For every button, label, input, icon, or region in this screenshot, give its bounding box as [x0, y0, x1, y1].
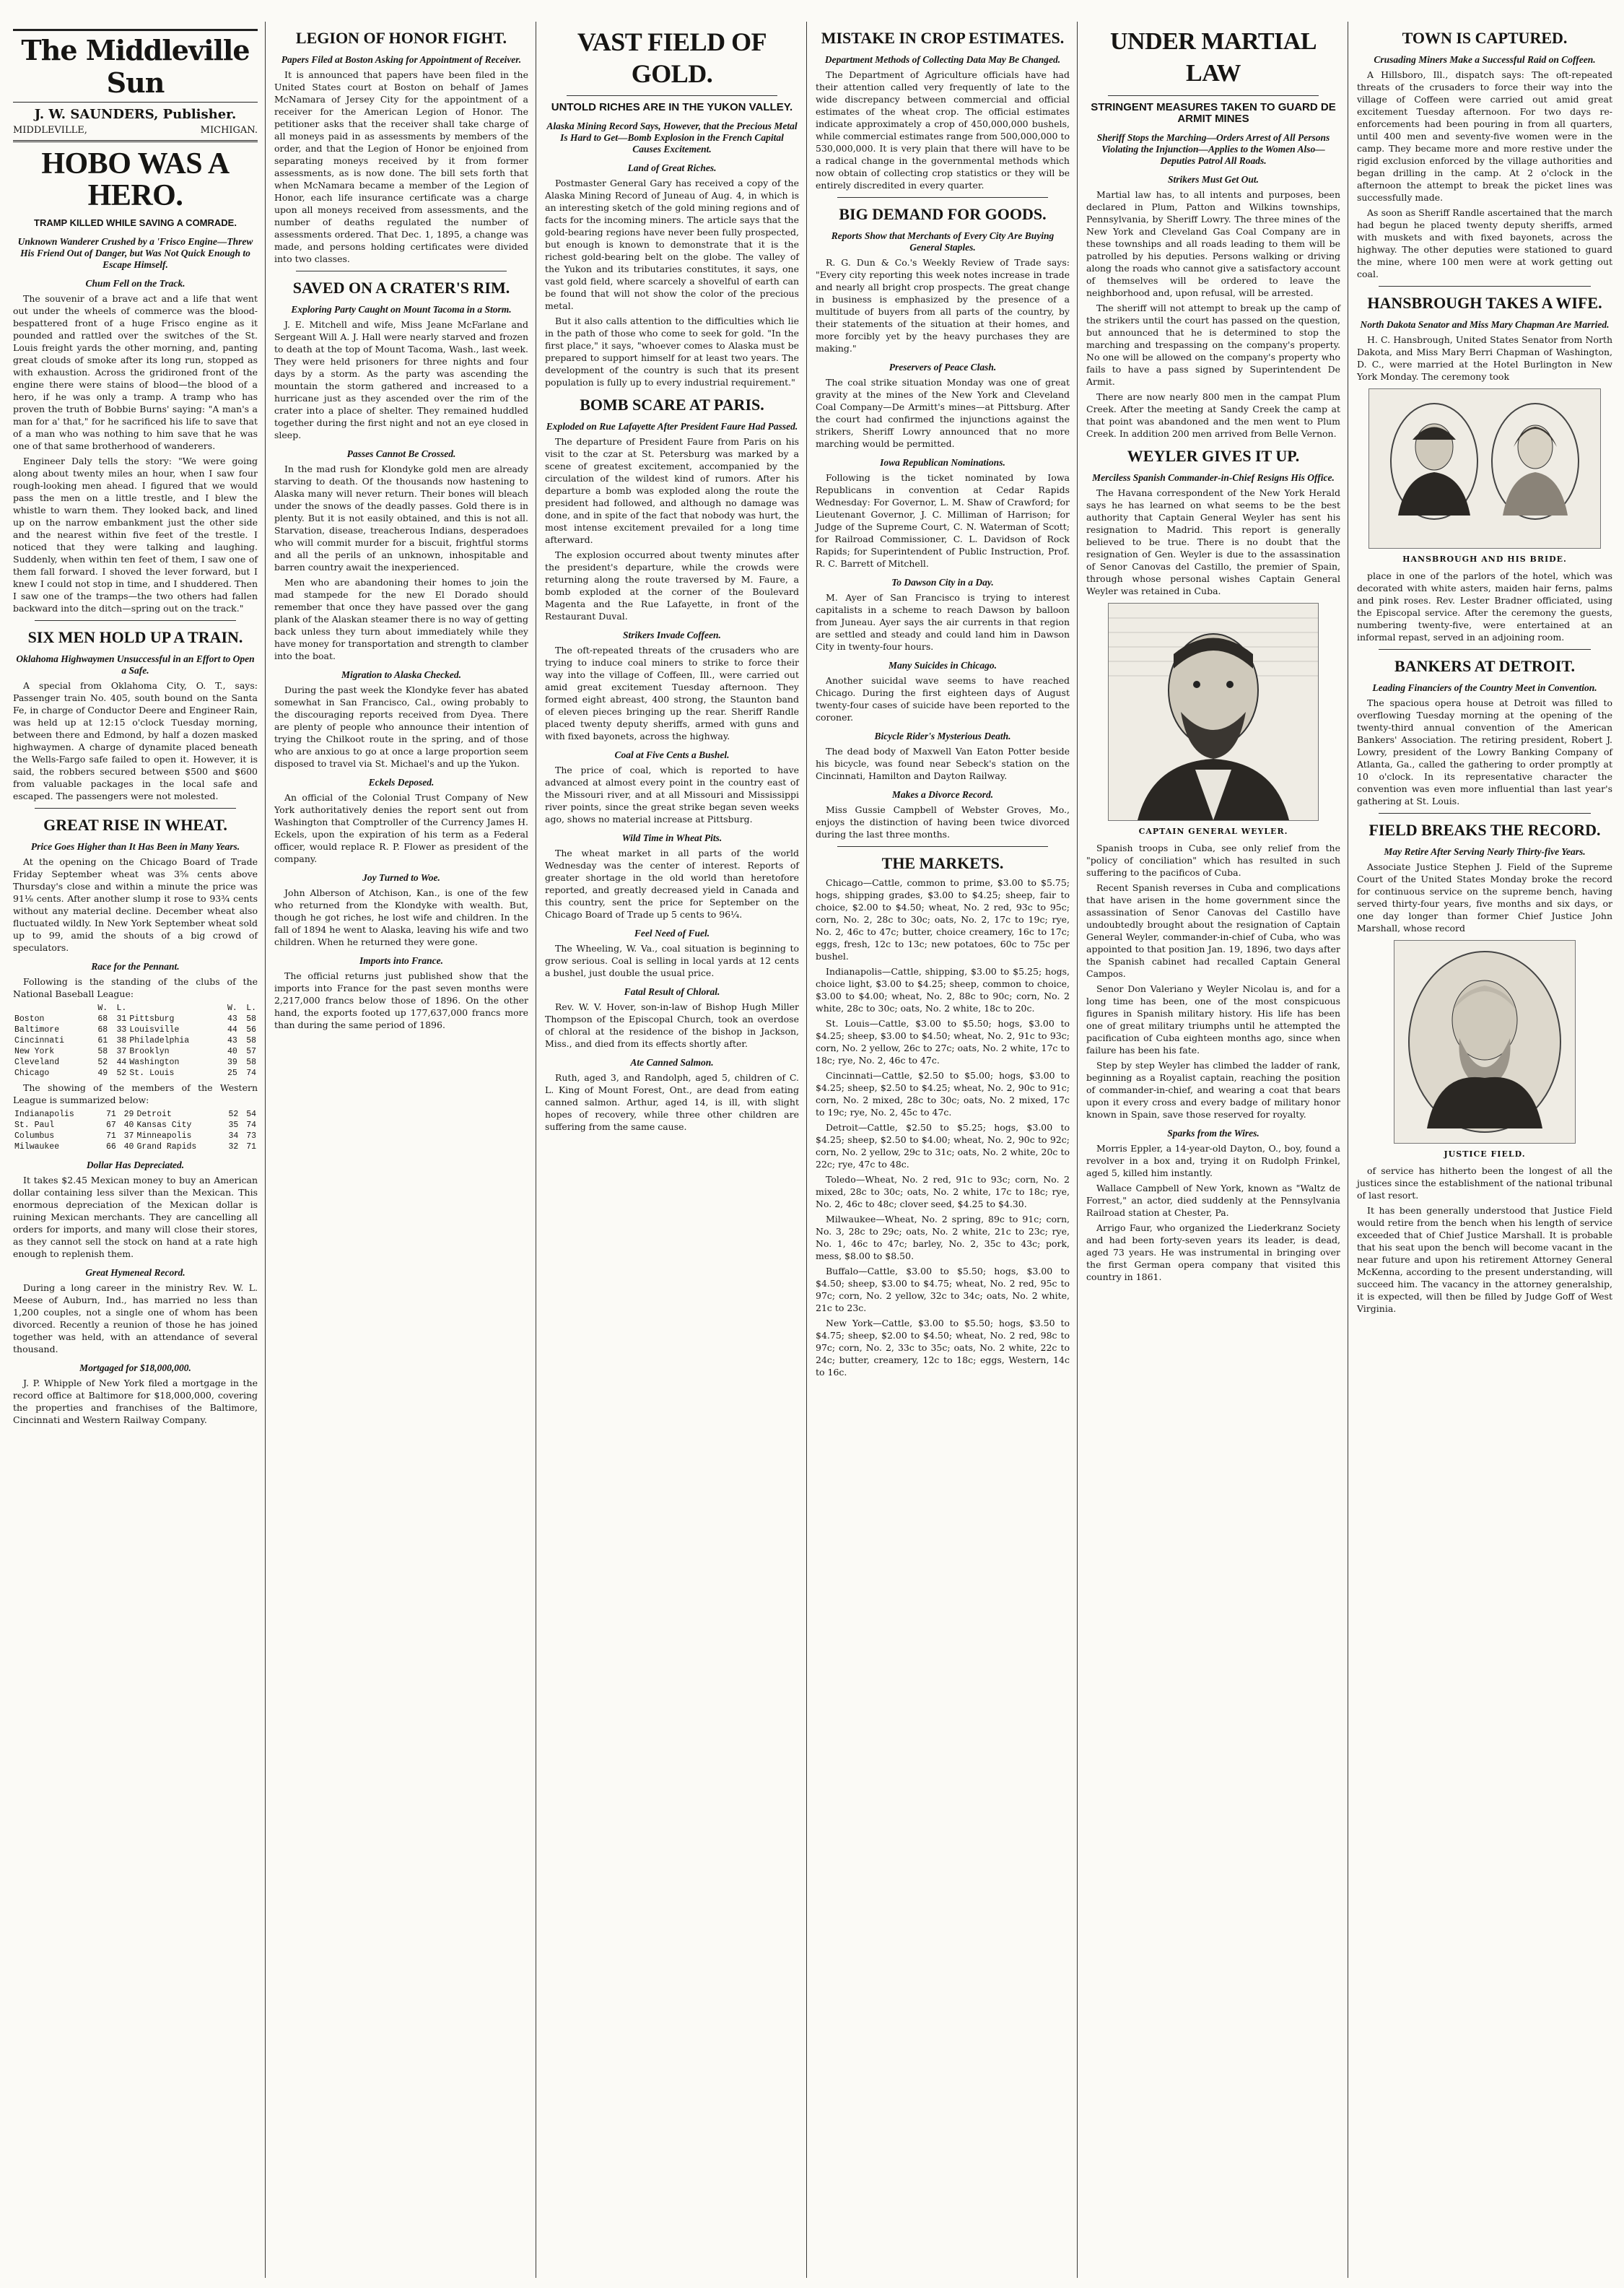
table-cell: Louisville	[129, 1025, 180, 1035]
table-cell: 44	[227, 1025, 237, 1035]
subheadline: TRAMP KILLED WHILE SAVING A COMRADE.	[34, 217, 237, 228]
table-cell: 25	[227, 1069, 237, 1078]
headline: BOMB SCARE AT PARIS.	[580, 396, 764, 414]
publisher-line: J. W. SAUNDERS, Publisher.	[34, 107, 237, 122]
table-row	[13, 1014, 258, 1025]
body-paragraph: R. G. Dun & Co.'s Weekly Review of Trade says: "Every city reporting this week notes increase in trade and nearly all bright crop prospects. The great change in business is emphasized by the presence of a multitude of buyers from all parts of the country, by their statements of the situation at their homes, and more forcibly yet by the heavy purchases they are making."	[816, 257, 1070, 354]
column-2	[269, 22, 534, 2278]
body-paragraph: Miss Gussie Campbell of Webster Groves, Mo., enjoys the distinction of having been twice divorced during the last three months.	[816, 804, 1070, 840]
body-paragraph: J. E. Mitchell and wife, Miss Jeane McFarlane and Sergeant Will A. J. Hall were nearly starved and frozen to death at the top of Mount Tacoma, Wash., last week. They were held prisoners for three nights and four days by a storm. As the party was ascending the mountain the storm gathered and increased to a hurricane just as they ascended over the rim of the crater into a place of shelter. They remained huddled together during the first night and not an eye closed in sleep.	[274, 319, 528, 440]
headline: BANKERS AT DETROIT.	[1394, 657, 1575, 675]
deck: Oklahoma Highwaymen Unsuccessful in an Effort to Open a Safe.	[16, 653, 255, 676]
divider	[837, 846, 1048, 847]
market-report: Milwaukee—Wheat, No. 2 spring, 89c to 91c; corn, No. 3, 28c to 29c; oats, No. 2 white, 21c to 23c; rye, No. 1, 46c to 47c; barley, No. 2, 35c to 43c; pork, mess, $8.00 to $8.50.	[816, 1214, 1070, 1261]
divider	[35, 620, 236, 621]
body-paragraph: M. Ayer of San Francisco is trying to interest capitalists in a scheme to reach Dawson by balloon from Juneau. Ayer says the air currents in that region are settled and steady and could land him in Dawson City in twenty-four hours.	[816, 592, 1070, 652]
table-cell: 38	[116, 1036, 127, 1045]
market-report: Chicago—Cattle, common to prime, $3.00 to $5.75; hogs, shipping grades, $3.00 to $4.25; sheep, fair to choice, $2.00 to $4.50; wheat, No. 2 red, 93c to 95c; corn, No. 2, 28c to 30c; oats, No. 2, 17c to 19c; rye, No. 2, 46c to 47c; butter, choice creamery, 16c to 17c; eggs, fresh, 12c to 13c; new potatoes, 60c to 75c per bushel.	[816, 877, 1070, 962]
market-report: Detroit—Cattle, $2.50 to $5.25; hogs, $3.00 to $4.25; sheep, $2.50 to $4.00; wheat, No. 2, 90c to 92c; corn, No. 2 yellow, 29c to 31c; oats, No. 2 white, 20c to 22c; rye, 47c to 48c.	[816, 1122, 1070, 1170]
headline: WEYLER GIVES IT UP.	[1127, 447, 1300, 465]
table-cell: 39	[227, 1058, 237, 1067]
body-paragraph: J. P. Whipple of New York filed a mortgage in the record office at Baltimore for $18,000,000, covering the properties and franchises of the Baltimore, Cincinnati and Western Railway Company.	[13, 1378, 258, 1425]
deck: Unknown Wanderer Crushed by a 'Frisco Engine—Threw His Friend Out of Danger, but Was Not Quick Enough to Escape Himself.	[17, 236, 253, 270]
state-name: MICHIGAN.	[200, 125, 258, 136]
body-paragraph: Another suicidal wave seems to have reached Chicago. During the first eighteen days of August twenty-four cases of suicide have been reported to the coroner.	[816, 675, 1070, 723]
table-cell: 71	[106, 1110, 116, 1119]
table-cell: 52	[116, 1069, 127, 1078]
section-head: Bicycle Rider's Mysterious Death.	[874, 731, 1011, 741]
body-paragraph: The sheriff will not attempt to break up the camp of the strikers until the court has passed on the question, but announced that he is determined to stop the marching and trespassing on the company's property. No one will be allowed on the company's property who fails to have a pass signed by Superintendent De Armit.	[1086, 303, 1340, 387]
table-cell: Minneapolis	[136, 1131, 192, 1141]
table-cell: 33	[116, 1025, 127, 1035]
section-head: Sparks from the Wires.	[1167, 1128, 1260, 1139]
body-paragraph: The souvenir of a brave act and a life that went out under the wheels of commerce was the blood-bespattered front of a huge Frisco engine as it pounded and rattled over the switches of the St. Louis freight yards the other morning, and, panting great clouds of smoke after its long run, stopped as with exhaustion. Across the gridironed front of the engine there were stains of blood—the blood of a hero, if he was only a tramp. A tramp who has proven the truth of Bobbie Burns' saying: "A man's a man for a' that," for he sacrificed his life to save that of a man who was nothing to him save that he was one of that same brotherhood of wanderers.	[13, 293, 258, 451]
body-paragraph: It takes $2.45 Mexican money to buy an American dollar containing less silver than the Mexican. This enormous depreciation of the Mexican dollar is ruining Mexican merchants. They are cancelling all orders for imports, and many will close their stores, as they cannot sell the stock on hand at a rate high enough to replenish them.	[13, 1175, 258, 1259]
table-cell: Brooklyn	[129, 1047, 170, 1056]
table-cell: 54	[246, 1110, 256, 1119]
body-paragraph: Postmaster General Gary has received a copy of the Alaska Mining Record of Juneau of Aug. 4, in which is an interesting sketch of the gold mining regions and of facts for the incoming miners. The article says that the gold-bearing regions have never been fully prospected, but enough is known to demonstrate that it is the richest gold-bearing belt on the globe. The valley of the Yukon and its tributaries constitutes, it says, one vast gold field, where scarcely a shovelful of earth can be found that will not show the color of the precious metal.	[545, 178, 799, 311]
portrait-icon	[1394, 941, 1575, 1143]
body-paragraph: At the opening on the Chicago Board of Trade Friday September wheat was 3⅝ cents above Thursday's close and within a minute the price was 91⅛ cents. After another slump it rose to 93¾ cents without any material decline. December wheat also fluctuated wildly. In New York September wheat sold up to 99, amid the shouts of a big crowd of speculators.	[13, 856, 258, 953]
column-6	[1351, 22, 1618, 2278]
section-head: Joy Turned to Woe.	[362, 872, 440, 883]
table-cell: 73	[246, 1131, 256, 1141]
table-cell: 43	[227, 1014, 237, 1024]
portrait-icon	[1109, 604, 1318, 820]
section-head: Migration to Alaska Checked.	[341, 669, 461, 680]
dateline	[13, 125, 258, 142]
market-report: Toledo—Wheat, No. 2 red, 91c to 93c; corn, No. 2 mixed, 28c to 30c; oats, No. 2 white, 17c to 18c; rye, No. 2, 46c to 48c; clover seed, $4.25 to $4.30.	[816, 1174, 1070, 1209]
headline: UNDER MARTIAL LAW	[1109, 28, 1317, 87]
body-paragraph: But it also calls attention to the difficulties which lie in the path of those who come to seek for gold. "In the first place," it says, "whoever comes to Alaska must be prepared to support himself for at least two years. The development of the country is such that its present population is fully up to every industrial requirement."	[545, 316, 799, 388]
table-cell: 61	[97, 1036, 108, 1045]
table-cell: Washington	[129, 1058, 180, 1067]
justice-field-portrait	[1394, 940, 1576, 1144]
table-cell	[13, 1003, 90, 1014]
section-head: Iowa Republican Nominations.	[880, 457, 1005, 468]
body-paragraph: Following is the standing of the clubs of the National Baseball League:	[13, 976, 258, 999]
body-paragraph: In the mad rush for Klondyke gold men are already starving to death. Of the thousands now hastening to Alaska many will never return. Their bones will bleach under the snows of the deadly passes. Gold there is in plenty. But it is not easily obtained, and this is not all. Starvation, disease, treacherous Indians, desperadoes who will commit murder for a biscuit, frightful storms and all the perils of an unknown, inhospitable and barren country await the inexperienced.	[274, 464, 528, 573]
body-paragraph: The spacious opera house at Detroit was filled to overflowing Tuesday morning at the opening of the twenty-third annual convention of the American Bankers' Association. The retiring president, Robert J. Lowry, president of the Lowry Banking Company of Atlanta, Ga., called the gathering to order promptly at 10 o'clock. In its representative character the convention was even more influential than last year's gathering at St. Louis.	[1357, 697, 1612, 806]
deck: Papers Filed at Boston Asking for Appointment of Receiver.	[281, 54, 522, 65]
table-cell: Columbus	[14, 1131, 55, 1141]
table-cell: 31	[116, 1014, 127, 1024]
table-cell: 40	[227, 1047, 237, 1056]
deck: Department Methods of Collecting Data May Be Changed.	[824, 54, 1061, 65]
table-cell: New York	[14, 1047, 55, 1056]
table-cell: 67	[106, 1121, 116, 1130]
section-head: Preservers of Peace Clash.	[889, 362, 997, 373]
body-paragraph: Associate Justice Stephen J. Field of the Supreme Court of the United States Monday broke the record for continuous service on the supreme bench, having served thirty-four years, five months and six days, or one day longer than former Chief Justice John Marshall, whose record	[1357, 861, 1612, 934]
deck: Price Goes Higher than It Has Been in Many Years.	[30, 841, 240, 852]
section-head: Many Suicides in Chicago.	[888, 660, 997, 671]
section-head: Coal at Five Cents a Bushel.	[614, 749, 730, 760]
table-cell: 56	[246, 1025, 256, 1035]
table-cell: Boston	[14, 1014, 45, 1024]
photo-caption: CAPTAIN GENERAL WEYLER.	[1138, 827, 1288, 836]
deck: Crusading Miners Make a Successful Raid on Coffeen.	[1374, 54, 1596, 65]
body-paragraph: The showing of the members of the Western League is summarized below:	[13, 1082, 258, 1105]
column-rule	[806, 22, 807, 2278]
headline: FIELD BREAKS THE RECORD.	[1368, 821, 1601, 839]
body-paragraph: Following is the ticket nominated by Iowa Republicans in convention at Cedar Rapids Wednesday: For Governor, L. M. Shaw of Crawford; for Lieutenant Governor, J. C. Milliman of Harrison; for Judge of the Supreme Court, C. N. Waterman of Scott; for Railroad Commissioner, C. L. Davidson of Rock Rapids; for Superintendent of Public Instruction, Prof. R. C. Barrett of Mitchell.	[816, 472, 1070, 569]
section-head: Strikers Must Get Out.	[1167, 174, 1260, 185]
table-row	[13, 1109, 258, 1120]
body-paragraph: Ruth, aged 3, and Randolph, aged 5, children of C. L. King of Mount Forest, Ont., are dead from eating canned salmon. Arthur, aged 14, is ill, with slight hopes of recovery, while three other children are suffering from the same cause.	[545, 1072, 799, 1132]
photo-caption: HANSBROUGH AND HIS BRIDE.	[1402, 554, 1567, 564]
column-1	[7, 22, 263, 2278]
headline: VAST FIELD OF GOLD.	[577, 27, 767, 88]
body-paragraph: An official of the Colonial Trust Company of New York authoritatively denies the report sent out from Washington that Comptroller of the Currency James H. Eckels, upon the expiration of his term as a Federal officer, would replace R. P. Flower as president of the company.	[274, 792, 528, 864]
table-cell: 40	[123, 1121, 134, 1130]
table-cell: 58	[246, 1036, 256, 1045]
column-rule	[1077, 22, 1078, 2278]
section-head: Chum Fell on the Track.	[85, 278, 185, 289]
headline: BIG DEMAND FOR GOODS.	[839, 205, 1047, 223]
body-paragraph: H. C. Hansbrough, United States Senator from North Dakota, and Miss Mary Berri Chapman of Washington, D. C., were married at the Hotel Burlington in New York Monday. The ceremony took	[1357, 334, 1612, 382]
body-paragraph: The price of coal, which is reported to have advanced at almost every point in the country east of the Missouri river, and at all Missouri and Mississippi river points, since the great strike began seven weeks ago, shows no material increase at Pittsburg.	[545, 765, 799, 825]
table-row	[13, 1120, 258, 1131]
table-row	[13, 1025, 258, 1035]
deck: Reports Show that Merchants of Every City Are Buying General Staples.	[831, 230, 1055, 253]
table-cell: St. Paul	[14, 1121, 55, 1130]
column-5	[1081, 22, 1346, 2278]
body-paragraph: As soon as Sheriff Randle ascertained that the march had begun he placed twenty deputy sheriffs, armed with muskets and with fixed bayonets, across the highway. The other deputies were stationed to guard the mine, where 100 men were at work getting out coal.	[1357, 207, 1612, 279]
column-3	[539, 22, 805, 2278]
market-report: Indianapolis—Cattle, shipping, $3.00 to $5.25; hogs, choice light, $3.00 to $4.25; sheep, common to choice, $3.00 to $4.00; wheat, No. 2, 88c to 90c; corn, No. 2 white, 28c to 30c; oats, No. 2 white, 18c to 20c.	[816, 966, 1070, 1014]
body-paragraph: The departure of President Faure from Paris on his visit to the czar at St. Petersburg was marked by a scene of greatest excitement, accompanied by the circulation of the wildest kind of rumors. After his departure a bomb was exploded along the route the president had followed, and although no damage was done, and in spite of the fact that nobody was hurt, the most intense excitement prevailed for a long time afterward.	[545, 436, 799, 545]
table-cell: 68	[97, 1014, 108, 1024]
table-cell: Philadelphia	[129, 1036, 190, 1045]
body-paragraph: Rev. W. V. Hover, son-in-law of Bishop Hugh Miller Thompson of the Episcopal Church, took an overdose of chloral at the residence of the bishop in Jackson, Miss., and died from its effects shortly after.	[545, 1001, 799, 1049]
table-cell: St. Louis	[129, 1069, 175, 1078]
table-cell: Cleveland	[14, 1058, 60, 1067]
divider	[567, 95, 777, 96]
headline: SAVED ON A CRATER'S RIM.	[292, 279, 510, 297]
body-paragraph: John Alberson of Atchison, Kan., is one of the few who returned from the Klondyke with wealth. But, though he got riches, he lost wife and children. In the fall of 1894 he went to Alaska, leaving his wife and two children. When he returned they were gone.	[274, 887, 528, 947]
body-paragraph: Recent Spanish reverses in Cuba and complications that have arisen in the home government since the assassination of Senor Canovas del Castillo have undoubtedly brought about the resignation of Captain General Weyler, commander-in-chief of Cuba, who was appointed to that position Jan. 19, 1896, two days after the Spanish cabinet had recalled Captain General Campos.	[1086, 882, 1340, 979]
table-cell: Detroit	[136, 1110, 172, 1119]
table-cell: Indianapolis	[14, 1110, 74, 1119]
headline: THE MARKETS.	[881, 854, 1004, 872]
section-head: Makes a Divorce Record.	[891, 789, 994, 800]
body-paragraph: Morris Eppler, a 14-year-old Dayton, O., boy, found a revolver in a box and, trying it on Rudolph Frinkel, aged 5, killed him instantly.	[1086, 1143, 1340, 1178]
section-head: Dollar Has Depreciated.	[86, 1160, 185, 1170]
headline: TOWN IS CAPTURED.	[1402, 29, 1568, 47]
table-cell: L.	[246, 1004, 256, 1013]
table-cell: 52	[228, 1110, 239, 1119]
table-cell: 71	[246, 1142, 256, 1152]
column-rule	[265, 22, 266, 2278]
place-name: MIDDLEVILLE,	[13, 125, 87, 136]
table-row	[13, 1057, 258, 1068]
body-paragraph: There are now nearly 800 men in the campat Plum Creek. After the meeting at Sandy Creek the camp at that point was abandoned and the men went to Plum Creek. In addition 200 men arrived from Belle Vernon.	[1086, 391, 1340, 439]
table-cell: 68	[97, 1025, 108, 1035]
table-cell: 29	[123, 1110, 134, 1119]
section-head: Great Hymeneal Record.	[85, 1267, 185, 1278]
table-cell: L.	[116, 1004, 127, 1013]
section-head: Strikers Invade Coffeen.	[623, 630, 721, 640]
body-paragraph: During a long career in the ministry Rev. W. L. Meese of Auburn, Ind., has married no less than 1,200 couples, not a single one of whom has been divorced. Recently a reunion of those he has joined together was held, with an attendance of several thousand.	[13, 1282, 258, 1354]
body-paragraph: A Hillsboro, Ill., dispatch says: The oft-repeated threats of the crusaders to force their way into the village of Coffeen were carried out amid great excitement Tuesday afternoon. For two days re-enforcements had been pouring in from all quarters, until 400 men and seventy-five women were in the camp. They became more and more restive under the rigid exclusion enforced by the village authorities and began drilling in the camp. At 2 o'clock in the afternoon the attempt to break the picket lines was successfully made.	[1357, 69, 1612, 203]
table-cell: 37	[123, 1131, 134, 1141]
table-cell: Pittsburg	[129, 1014, 175, 1024]
divider	[1108, 95, 1319, 96]
table-cell: 49	[97, 1069, 108, 1078]
table-row	[13, 1131, 258, 1141]
league-standings-table	[13, 1003, 258, 1079]
headline: HOBO WAS A HERO.	[41, 147, 230, 212]
headline: MISTAKE IN CROP ESTIMATES.	[821, 29, 1065, 47]
deck: Exploring Party Caught on Mount Tacoma in a Storm.	[291, 304, 512, 315]
deck: Exploded on Rue Lafayette After President Faure Had Passed.	[546, 421, 798, 432]
body-paragraph: Wallace Campbell of New York, known as "Waltz de Forrest," an actor, died suddenly at the Pennsylvania Railroad station at Chester, Pa.	[1086, 1183, 1340, 1218]
table-cell: 58	[97, 1047, 108, 1056]
table-cell: 71	[106, 1131, 116, 1141]
table-cell: 66	[106, 1142, 116, 1152]
body-paragraph: A special from Oklahoma City, O. T., says: Passenger train No. 405, south bound on the Santa Fe, in charge of Conductor Deere and Engineer Rain, was held up at 12:15 o'clock Tuesday morning, between there and Edmond, by half a dozen masked highwaymen. A charge of dynamite placed beneath the Wells-Fargo safe failed to open it. However, it is said, the robbers secured between $500 and $600 from valuable packages in the local safe and escaped. The passengers were not molested.	[13, 680, 258, 801]
table-cell	[128, 1003, 219, 1014]
body-paragraph: The coal strike situation Monday was one of great gravity at the mines of the New York and Cleveland Coal Company—De Armitt's mines—at Pittsburg. After the court had confirmed the injunctions against the strikers, Sheriff Lowry announced that no more marching would be permitted.	[816, 377, 1070, 449]
deck: Sheriff Stops the Marching—Orders Arrest of All Persons Violating the Injunction—Applies to the Women Also—Deputies Patrol All Roads.	[1096, 132, 1330, 166]
body-paragraph: It is announced that papers have been filed in the United States court at Boston on behalf of James McNamara of Jersey City for the appointment of a receiver for the American Legion of Honor. The petitioner asks that the receiver shall take charge of all moneys paid in as assessments by members of the order, and that the Legion of Honor be enjoined from separating moneys received by it from former assessments, as is now done. The bill sets forth that when McNamara became a member of the Legion of Honor, each life insurance certificate was a charge upon all moneys received from assessments, and the number of deaths regulated the number of assessments ordered. That Dec. 1, 1895, a change was made, and persons holding certificates were divided into two classes.	[274, 69, 528, 264]
divider	[1379, 813, 1591, 814]
body-paragraph: It has been generally understood that Justice Field would retire from the bench when his length of service exceeded that of Chief Justice Marshall. It is probable that his seat upon the bench will become vacant in the near future and upon his retirement Attorney General McKenna, according to the present understanding, will succeed him. The vacancy in the attorney generalship, it is expected, will then be filled by Judge Goff of West Virginia.	[1357, 1205, 1612, 1314]
body-paragraph: The wheat market in all parts of the world Wednesday was the center of interest. Reports of greater shortage in the old world than heretofore reported, and greatly decreased yield in Canada and this country, sent the price for September on the Chicago Board of Trade up 5 cents to 96¼.	[545, 848, 799, 920]
deck: Alaska Mining Record Says, However, that the Precious Metal Is Hard to Get—Bomb Explosion in the French Capital Causes Excitement.	[546, 121, 798, 155]
section-head: To Dawson City in a Day.	[891, 577, 994, 588]
market-report: Buffalo—Cattle, $3.00 to $5.50; hogs, $3.00 to $4.50; sheep, $3.00 to $4.75; wheat, No. 2 red, 95c to 97c; corn, No. 2 yellow, 32c to 34c; oats, No. 2 white, 21c to 23c.	[816, 1266, 1070, 1313]
table-row	[13, 1068, 258, 1079]
table-cell: 43	[227, 1036, 237, 1045]
section-head: Passes Cannot Be Crossed.	[346, 448, 456, 459]
body-paragraph: The Wheeling, W. Va., coal situation is beginning to grow serious. Coal is selling in local yards at 12 cents a bushel, just double the usual price.	[545, 943, 799, 978]
section-head: Feel Need of Fuel.	[634, 928, 710, 939]
body-paragraph: Martial law has, to all intents and purposes, been declared in Plum, Patton and Wilkins townships, Pennsylvania, by Sheriff Lowry. The three mines of the New York and Cleveland Gas Coal Company are in these townships and all roads leading to them will be patrolled by his deputies. Persons walking or driving along the roads who cannot give a satisfactory account of themselves will be ordered to leave the neighborhood and, upon refusal, will be arrested.	[1086, 189, 1340, 298]
table-cell: Cincinnati	[14, 1036, 65, 1045]
section-head: Race for the Pennant.	[91, 961, 180, 972]
headline: GREAT RISE IN WHEAT.	[43, 816, 227, 834]
deck: North Dakota Senator and Miss Mary Chapman Are Married.	[1360, 319, 1610, 330]
table-cell: Baltimore	[14, 1025, 60, 1035]
body-paragraph: The official returns just published show that the imports into France for the past seven months were 2,217,000 francs below those of 1896. On the other hand, the exports footed up 177,637,000 francs more than during the same period of 1896.	[274, 970, 528, 1030]
photo-caption: JUSTICE FIELD.	[1444, 1149, 1526, 1159]
body-paragraph: The oft-repeated threats of the crusaders who are trying to induce coal miners to strike to force their way into the village of Coffeen, Ill., were carried out amid great excitement Tuesday afternoon. They formed eight abreast, 400 strong, the Staunton band of eleven pieces bringing up the rear. Sheriff Randle placed twenty deputy sheriffs, armed with guns and with fixed bayonets, across the highway.	[545, 645, 799, 741]
market-report: New York—Cattle, $3.00 to $5.50; hogs, $3.50 to $4.75; sheep, $2.00 to $4.50; wheat, No. 2 red, 98c to 97c; corn, No. 2, 33c to 35c; oats, No. 2 white, 22c to 24c; butter, creamery, 12c to 18c; eggs, Western, 14c to 16c.	[816, 1318, 1070, 1378]
couple-portrait	[1368, 388, 1601, 549]
table-cell: Chicago	[14, 1069, 50, 1078]
table-cell: 40	[123, 1142, 134, 1152]
deck: Merciless Spanish Commander-in-Chief Resigns His Office.	[1092, 472, 1335, 483]
body-paragraph: The Havana correspondent of the New York Herald says he has learned on what seems to be the best authority that Captain General Weyler has sent his resignation to Madrid. This report is generally believed to be true. There is no doubt that the resignation of Gen. Weyler is due to the assassination of Senor Canovas del Castillo, the premier of Spain, through whose personal wishes Captain General Weyler was retained in Cuba.	[1086, 487, 1340, 596]
table-cell: 44	[116, 1058, 127, 1067]
body-paragraph: The explosion occurred about twenty minutes after the president's departure, while the crowds were returning along the route traversed by M. Faure, a bomb exploded at the corner of the Boulevard Magenta and the Rue Lafayette, in front of the Restaurant Duval.	[545, 549, 799, 622]
headline: HANSBROUGH TAKES A WIFE.	[1367, 294, 1602, 312]
table-row	[13, 1035, 258, 1046]
table-cell: 57	[246, 1047, 256, 1056]
table-row	[13, 1046, 258, 1057]
table-cell: Milwaukee	[14, 1142, 60, 1152]
divider	[1379, 649, 1591, 650]
western-league-table	[13, 1109, 258, 1152]
masthead-title: The Middleville Sun	[13, 29, 258, 103]
divider	[35, 808, 236, 809]
table-cell: W.	[227, 1004, 237, 1013]
table-cell: 74	[246, 1121, 256, 1130]
section-head: Wild Time in Wheat Pits.	[621, 832, 722, 843]
body-paragraph: During the past week the Klondyke fever has abated somewhat in San Francisco, Cal., owing probably to the discouraging reports received from Dyea. There are plenty of people who announce their intention of trying the Chilkoot route in the spring, and of those who are anxious to go at once a large proportion seem disposed to travel via St. Michael's and up the Yukon.	[274, 684, 528, 769]
table-header-row	[13, 1003, 258, 1014]
body-paragraph: The Department of Agriculture officials have had their attention called very frequently of late to the wide discrepancy between commercial and official estimates of the wheat crop. The official estimates indicate approximately a crop of 450,000,000 bushels, while commercial estimates range from 500,000,000 to 530,000,000. It is very plain that there will have to be a radical change in the governmental methods which now obtain of collecting crop statistics or they will be entirely discredited in every quarter.	[816, 69, 1070, 191]
section-head: Eckels Deposed.	[368, 777, 435, 788]
divider	[1379, 286, 1591, 287]
section-head: Land of Great Riches.	[627, 162, 717, 173]
column-4	[810, 22, 1075, 2278]
body-paragraph: Step by step Weyler has climbed the ladder of rank, beginning as a Royalist captain, reaching the position of commander-in-chief, and wearing a coat that bears upon it every cross and every badge of military honor known in Spain, save those reserved for royalty.	[1086, 1060, 1340, 1120]
section-head: Ate Canned Salmon.	[630, 1057, 714, 1068]
table-row	[13, 1141, 258, 1152]
market-report: St. Louis—Cattle, $3.00 to $5.50; hogs, $3.00 to $4.25; sheep, $3.00 to $4.50; wheat, No. 2, 91c to 93c; corn, No. 2 yellow, 26c to 27c; oats, No. 2 white, 17c to 18c; rye, No. 2, 46c to 47c.	[816, 1018, 1070, 1066]
table-cell: 32	[228, 1142, 239, 1152]
table-cell: W.	[97, 1004, 108, 1013]
section-head: Mortgaged for $18,000,000.	[79, 1362, 191, 1373]
table-cell: 37	[116, 1047, 127, 1056]
headline: SIX MEN HOLD UP A TRAIN.	[27, 628, 243, 646]
portrait-icon	[1369, 389, 1600, 548]
table-cell: 58	[246, 1058, 256, 1067]
deck: May Retire After Serving Nearly Thirty-five Years.	[1384, 846, 1586, 857]
table-cell: 58	[246, 1014, 256, 1024]
subheadline: UNTOLD RICHES ARE IN THE YUKON VALLEY.	[551, 101, 793, 113]
divider	[837, 197, 1048, 198]
table-cell: 52	[97, 1058, 108, 1067]
table-cell: 35	[228, 1121, 239, 1130]
body-paragraph: The dead body of Maxwell Van Eaton Potter beside his bicycle, was found near Sebeck's station on the Cincinnati, Hamilton and Dayton Railway.	[816, 746, 1070, 781]
body-paragraph: place in one of the parlors of the hotel, which was decorated with white asters, maiden hair ferns, palms and pink roses. Rev. Lester Bradner officiated, using the Episcopal service. After the ceremony the guests, numbering twenty-five, were entertained at an informal repast, served in an adjoining room.	[1357, 570, 1612, 643]
subheadline: STRINGENT MEASURES TAKEN TO GUARD DE ARMIT MINES	[1091, 101, 1336, 125]
table-cell: Kansas City	[136, 1121, 192, 1130]
headline: LEGION OF HONOR FIGHT.	[295, 29, 507, 47]
body-paragraph: Spanish troops in Cuba, see only relief from the "policy of conciliation" which has resulted in such suffering to the pacificos of Cuba.	[1086, 843, 1340, 878]
section-head: Fatal Result of Chloral.	[624, 986, 720, 997]
body-paragraph: Engineer Daly tells the story: "We were going along about twenty miles an hour, when I saw four rough-looking men ahead. I figured that we would pass the men on a little trestle, and I blew the whistle to warn them. They looked back, and lined up on the narrow embankment just the other side and the nearest within five feet of the trestle. I noticed that they were talking and laughing. Suddenly, when within ten feet of them, I saw one of them fall forward. I shoved the lever forward, but I knew I could not stop in time, and I shuddered. Then I saw one of the tramps—the two others had fallen backward into the ditch—spring out on the track."	[13, 456, 258, 614]
market-report: Cincinnati—Cattle, $2.50 to $5.00; hogs, $3.00 to $4.25; sheep, $2.50 to $4.25; wheat, No. 2, 90c to 91c; corn, No. 2 mixed, 28c to 30c; oats, No. 2 mixed, 17c to 19c; rye, No. 2, 45c to 47c.	[816, 1070, 1070, 1118]
body-paragraph: Arrigo Faur, who organized the Liederkranz Society and had been forty-seven years its leader, is dead, aged 73 years. He was instrumental in bringing over the first German opera company that visited this country in 1861.	[1086, 1222, 1340, 1282]
body-paragraph: Senor Don Valeriano y Weyler Nicolau is, and for a long time has been, one of the most conspicuous figures in Spanish military history. His life has been one of great military triumphs until he attempted the pacification of Cuba eighteen months ago, since when failure has been his fate.	[1086, 983, 1340, 1056]
body-paragraph: of service has hitherto been the longest of all the justices since the establishment of the national tribunal of last resort.	[1357, 1165, 1612, 1201]
table-cell: 34	[228, 1131, 239, 1141]
deck: Leading Financiers of the Country Meet in Convention.	[1372, 682, 1597, 693]
body-paragraph: Men who are abandoning their homes to join the mad stampede for the new El Dorado should remember that once they have passed over the gang plank of the Alaskan steamer there is no way of getting back unless they turn about immediately while they have money for transportation and strength to clamber into the boat.	[274, 577, 528, 661]
weyler-portrait	[1108, 603, 1319, 821]
table-cell: Grand Rapids	[136, 1142, 197, 1152]
table-cell: 74	[246, 1069, 256, 1078]
section-head: Imports into France.	[359, 955, 443, 966]
